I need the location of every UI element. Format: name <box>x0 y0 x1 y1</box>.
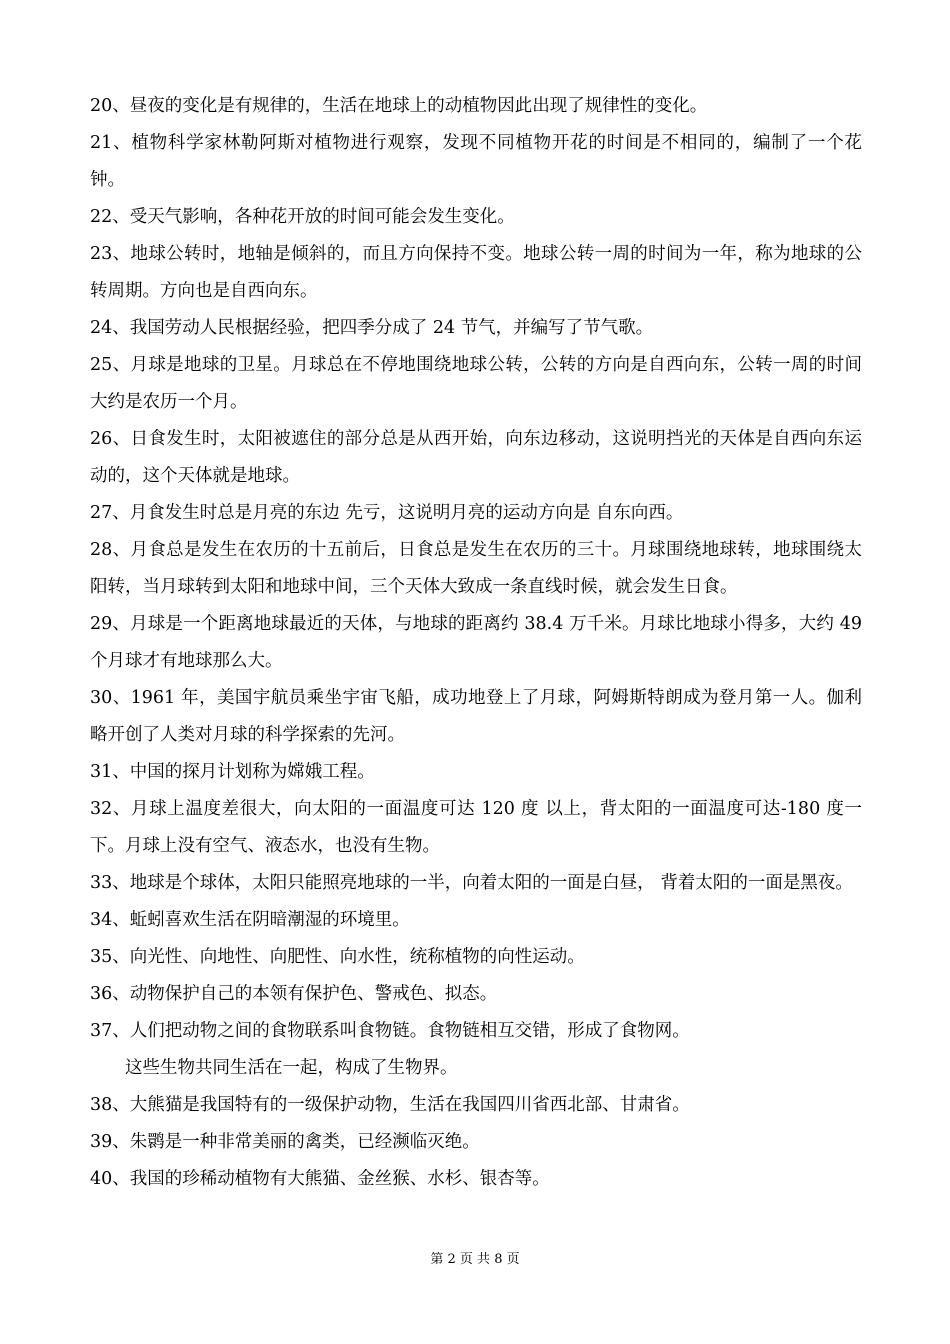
item-37: 37、人们把动物之间的食物联系叫食物链。食物链相互交错，形成了食物网。 <box>90 1021 690 1041</box>
item-30: 30、1961 年，美国宇航员乘坐宇宙飞船，成功地登上了月球，阿姆斯特朗成为登月第一人。伽利略开创了人类对月球的科学探索的先河。 <box>90 688 862 745</box>
document-body <box>90 88 862 1198</box>
item-28: 28、月食总是发生在农历的十五前后，日食总是发生在农历的三十。月球围绕地球转，地球围绕太阳转，当月球转到太阳和地球中间，三个天体大致成一条直线时候，就会发生日食。 <box>90 540 862 597</box>
item-38: 38、大熊猫是我国特有的一级保护动物，生活在我国四川省西北部、甘肃省。 <box>90 1095 690 1115</box>
item-23: 23、地球公转时，地轴是倾斜的，而且方向保持不变。地球公转一周的时间为一年，称为地球的公转周期。方向也是自西向东。 <box>90 244 862 301</box>
item-21: 21、植物科学家林勒阿斯对植物进行观察，发现不同植物开花的时间是不相同的，编制了一个花钟。 <box>90 133 862 190</box>
item-31: 31、中国的探月计划称为嫦娥工程。 <box>90 762 375 782</box>
item-22: 22、受天气影响，各种花开放的时间可能会发生变化。 <box>90 207 515 227</box>
item-26: 26、日食发生时，太阳被遮住的部分总是从西开始，向东边移动，这说明挡光的天体是自西向东运动的，这个天体就是地球。 <box>90 429 862 486</box>
item-33: 33、地球是个球体，太阳只能照亮地球的一半，向着太阳的一面是白昼， 背着太阳的一面是黑夜。 <box>90 873 853 893</box>
item-34: 34、蚯蚓喜欢生活在阴暗潮湿的环境里。 <box>90 910 410 930</box>
item-27: 27、月食发生时总是月亮的东边 先亏，这说明月亮的运动方向是 自东向西。 <box>90 503 684 523</box>
item-37-continuation: 这些生物共同生活在一起，构成了生物界。 <box>125 1058 458 1078</box>
item-32: 32、月球上温度差很大，向太阳的一面温度可达 120 度 以上，背太阳的一面温度可达-180 度一下。月球上没有空气、液态水，也没有生物。 <box>90 799 862 856</box>
page-footer: 第 2 页 共 8 页 <box>430 1252 520 1267</box>
item-39: 39、朱鹮是一种非常美丽的禽类，已经濒临灭绝。 <box>90 1132 480 1152</box>
item-20: 20、昼夜的变化是有规律的，生活在地球上的动植物因此出现了规律性的变化。 <box>90 96 708 116</box>
item-25: 25、月球是地球的卫星。月球总在不停地围绕地球公转，公转的方向是自西向东，公转一周的时间大约是农历一个月。 <box>90 355 862 412</box>
item-29: 29、月球是一个距离地球最近的天体，与地球的距离约 38.4 万千米。月球比地球小得多，大约 49 个月球才有地球那么大。 <box>90 614 862 671</box>
item-36: 36、动物保护自己的本领有保护色、警戒色、拟态。 <box>90 984 498 1004</box>
item-35: 35、向光性、向地性、向肥性、向水性，统称植物的向性运动。 <box>90 947 585 967</box>
item-24: 24、我国劳动人民根据经验，把四季分成了 24 节气，并编写了节气歌。 <box>90 318 654 338</box>
item-40: 40、我国的珍稀动植物有大熊猫、金丝猴、水杉、银杏等。 <box>90 1169 550 1189</box>
